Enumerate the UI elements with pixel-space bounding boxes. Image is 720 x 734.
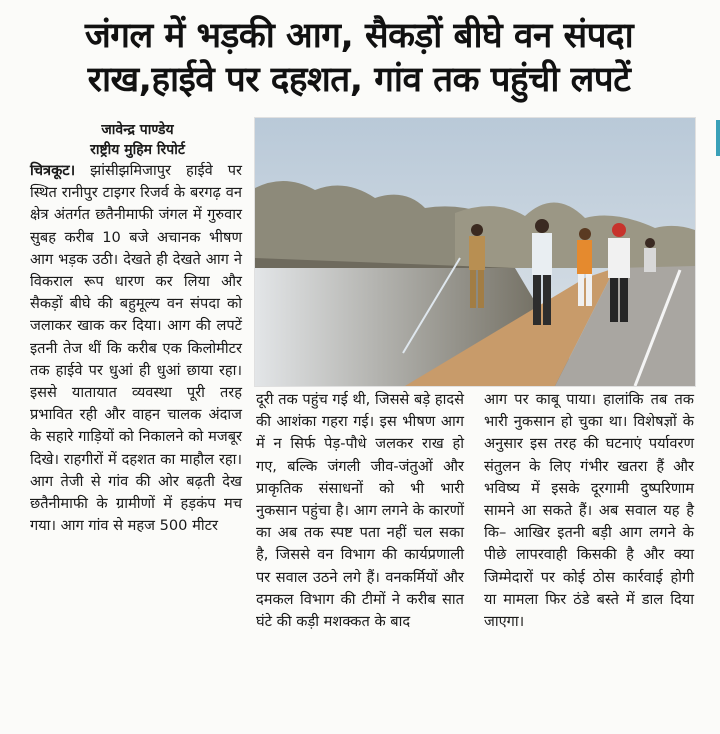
article-column-3 <box>484 389 694 633</box>
clipped-previous-text-strip <box>0 0 720 10</box>
byline <box>30 120 245 160</box>
article-column-3-text: आग पर काबू पाया। हालांकि तब तक भारी नुकसान हो चुका था। विशेषज्ञों के अनुसार इस तरह की घटनाएं पर्यावरण संतुलन के लिए गंभीर खतरा हैं और भविष्य में इसके दूरगामी दुष्परिणाम सामने आ सकते हैं। अब सवाल यह है कि– आखिर इतनी बड़ी आग लगने के पीछे लापरवाही किसकी है और क्या जिम्मेदारों पर कोई ठोस कार्रवाई होगी या मामला फिर ठंडे बस्ते में डाल दिया जाएगा। <box>484 391 694 631</box>
article-column-2 <box>256 389 464 633</box>
forest-fire-photo-illustration <box>255 118 695 386</box>
article-column-1 <box>30 160 242 537</box>
edge-color-mark <box>716 120 720 156</box>
byline-outlet: राष्ट्रीय मुहिम रिपोर्ट <box>90 142 185 158</box>
bystander-figure <box>644 238 656 272</box>
headline-line-1: जंगल में भड़की आग, सैकड़ों बीघे वन संपदा <box>84 16 634 56</box>
headline <box>14 14 704 102</box>
article-column-1-text: झांसीझमिजापुर हाईवे पर स्थित रानीपुर टाइगर रिजर्व के बरगढ़ वन क्षेत्र अंतर्गत छतैनीमाफी जंगल में गुरुवार सुबह करीब 10 बजे अचानक भीषण आग भड़क उठी। देखते ही देखते आग ने विकराल रूप धारण कर लिया और सैकड़ों बीघे की बहुमूल्य वन संपदा को जलाकर खाक कर दिया। आग की लपटें इतनी तेज थीं कि करीब एक किलोमीटर तक हाईवे पर धुआं ही धुआं छाया रहा। इससे यातायात व्यवस्था पूरी तरह प्रभावित रही और वाहन चालक अंदाज के सहारे गाड़ियों को निकालने को मजबूर दिखे। राहगीरों में दहशत का माहौल रहा। आग तेजी से गांव की ओर बढ़ती देख छतैनीमाफी के ग्रामीणों में हड़कंप मच गया। आग गांव से महज 500 मीटर <box>30 162 242 535</box>
headline-line-2: राख,हाईवे पर दहशत, गांव तक पहुंची लपटें <box>87 60 631 100</box>
news-photo <box>254 117 696 387</box>
article-column-2-text: दूरी तक पहुंच गई थी, जिससे बड़े हादसे की आशंका गहरा गई। इस भीषण आग में न सिर्फ पेड़-पौधे जलकर राख हो गए, बल्कि जंगली जीव-जंतुओं और प्राकृतिक संसाधनों को भी भारी नुकसान पहुंचा है। आग लगने के कारणों का अब तक स्पष्ट पता नहीं चल सका है, जिससे वन विभाग की कार्यप्रणाली पर सवाल उठने लगे हैं। वनकर्मियों और दमकल विभाग की टीमों ने करीब सात घंटे की कड़ी मशक्कत के बाद <box>256 391 464 631</box>
byline-author: जावेन्द्र पाण्डेय <box>101 122 174 138</box>
article-dateline: चित्रकूट। <box>30 162 76 179</box>
